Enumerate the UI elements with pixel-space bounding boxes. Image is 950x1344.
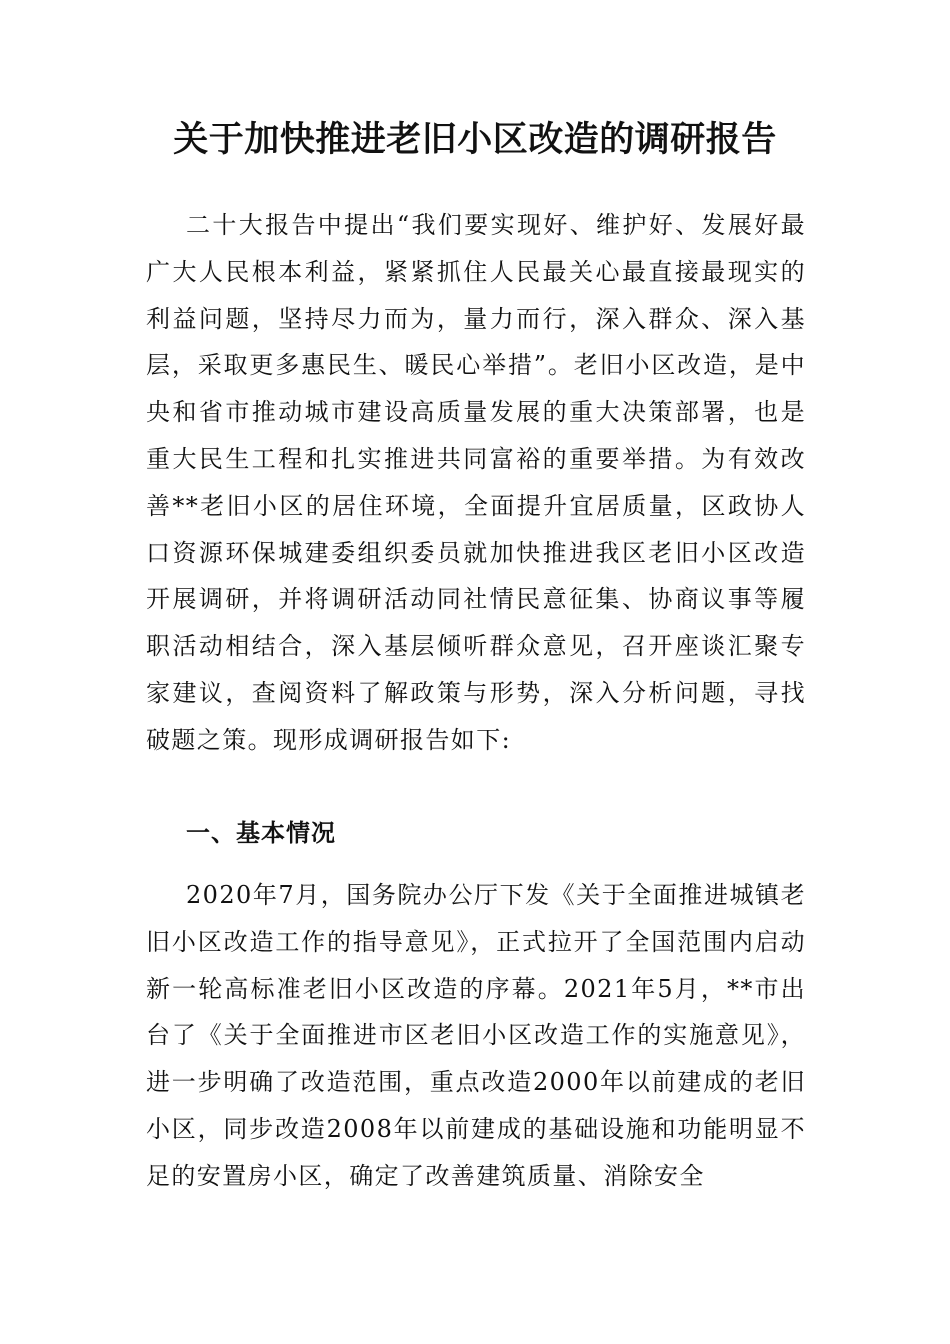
basic-situation-paragraph: 2020年7月，国务院办公厅下发《关于全面推进城镇老旧小区改造工作的指导意见》，正式拉开了全国范围内启动新一轮高标准老旧小区改造的序幕。2021年5月，**市出台了《关于全面推进市区老旧小区改造工作的实施意见》，进一步明确了改造范围，重点改造2000年以前建成的老旧小区，同步改造2008年以前建成的基础设施和功能明显不足的安置房小区，确定了改善建筑质量、消除安全 [146, 881, 806, 1190]
report-title: 关于加快推进老旧小区改造的调研报告 [173, 119, 777, 160]
intro-paragraph: 二十大报告中提出“我们要实现好、维护好、发展好最广大人民根本利益，紧紧抓住人民最关心最直接最现实的利益问题，坚持尽力而为，量力而行，深入群众、深入基层，采取更多惠民生、暖民心举措”。老旧小区改造，是中央和省市推动城市建设高质量发展的重大决策部署，也是重大民生工程和扎实推进共同富裕的重要举措。为有效改善**老旧小区的居住环境，全面提升宜居质量，区政协人口资源环保城建委组织委员就加快推进我区老旧小区改造开展调研，并将调研活动同社情民意征集、协商议事等履职活动相结合，深入基层倾听群众意见，召开座谈汇聚专家建议，查阅资料了解政策与形势，深入分析问题，寻找破题之策。现形成调研报告如下: [146, 211, 806, 754]
section-heading-basic-situation: 一、基本情况 [186, 818, 336, 847]
